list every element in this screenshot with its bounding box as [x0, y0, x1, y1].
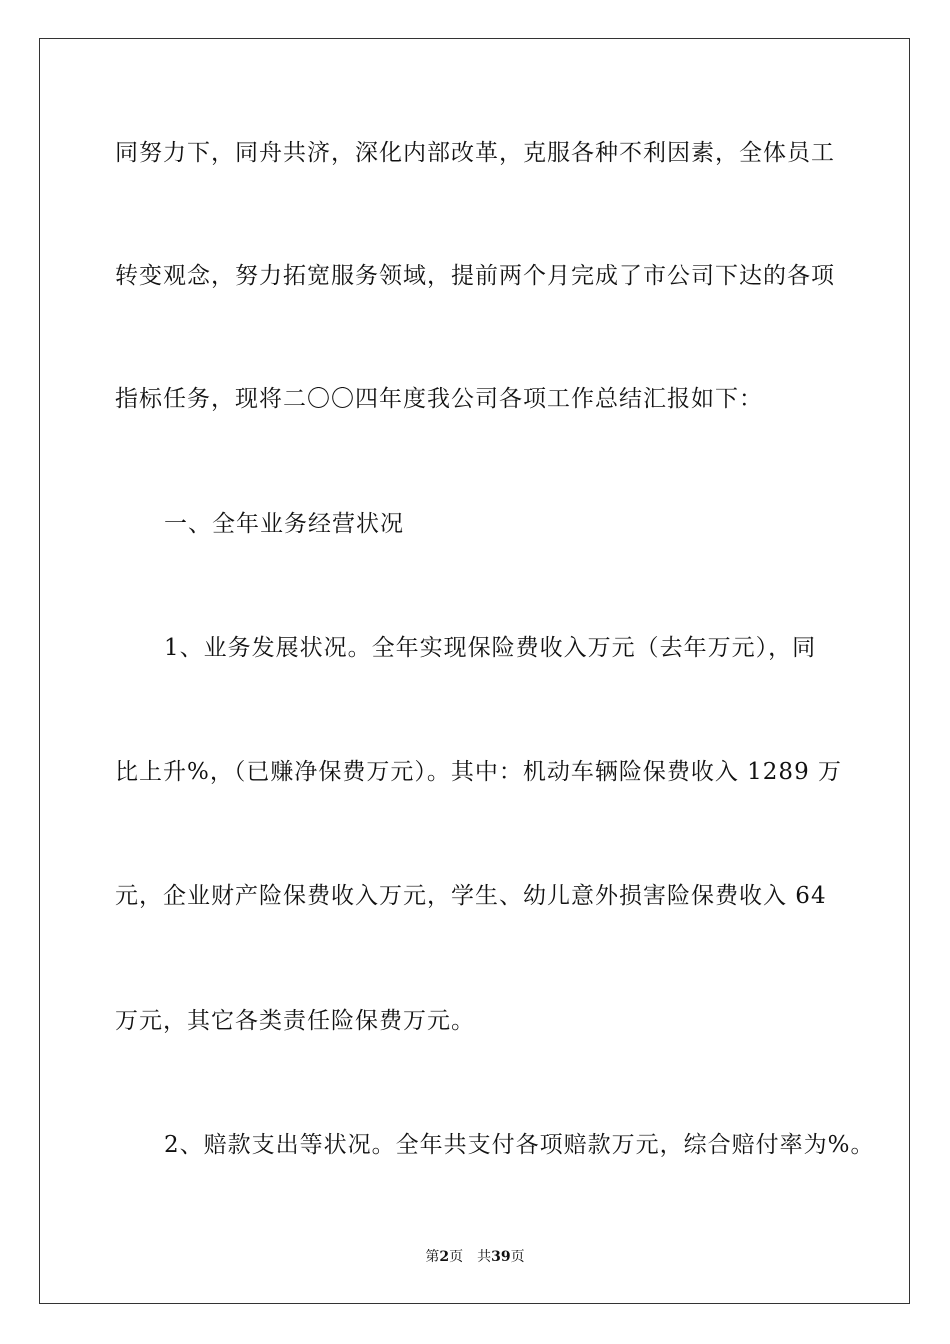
- body-text-line-3: 指标任务，现将二〇〇四年度我公司各项工作总结汇报如下：: [115, 386, 763, 412]
- page-prefix: 第: [425, 1249, 440, 1265]
- page-number: 2: [439, 1249, 450, 1265]
- page-footer: [0, 1248, 950, 1266]
- paragraph-1-line-4: 万元，其它各类责任险保费万元。: [115, 1008, 475, 1034]
- paragraph-1-line-1: 1、业务发展状况。全年实现保险费收入万元（去年万元），同: [164, 635, 817, 661]
- paragraph-2-line-1: 2、赔款支出等状况。全年共支付各项赔款万元，综合赔付率为%。: [164, 1132, 875, 1158]
- paragraph-1-line-3: 元，企业财产险保费收入万元，学生、幼儿意外损害险保费收入 64: [115, 883, 827, 909]
- total-prefix: 共: [477, 1249, 492, 1265]
- page-border: [39, 38, 910, 1304]
- body-text-line-2: 转变观念，努力拓宽服务领域，提前两个月完成了市公司下达的各项: [115, 263, 835, 289]
- body-text-line-1: 同努力下，同舟共济，深化内部改革，克服各种不利因素，全体员工: [115, 140, 835, 166]
- paragraph-1-line-2: 比上升%，（已赚净保费万元）。其中：机动车辆险保费收入 1289 万: [115, 759, 843, 785]
- page-suffix: 页: [449, 1249, 464, 1265]
- page-total: 39: [491, 1249, 511, 1265]
- total-suffix: 页: [510, 1249, 525, 1265]
- section-heading: 一、全年业务经营状况: [164, 511, 404, 537]
